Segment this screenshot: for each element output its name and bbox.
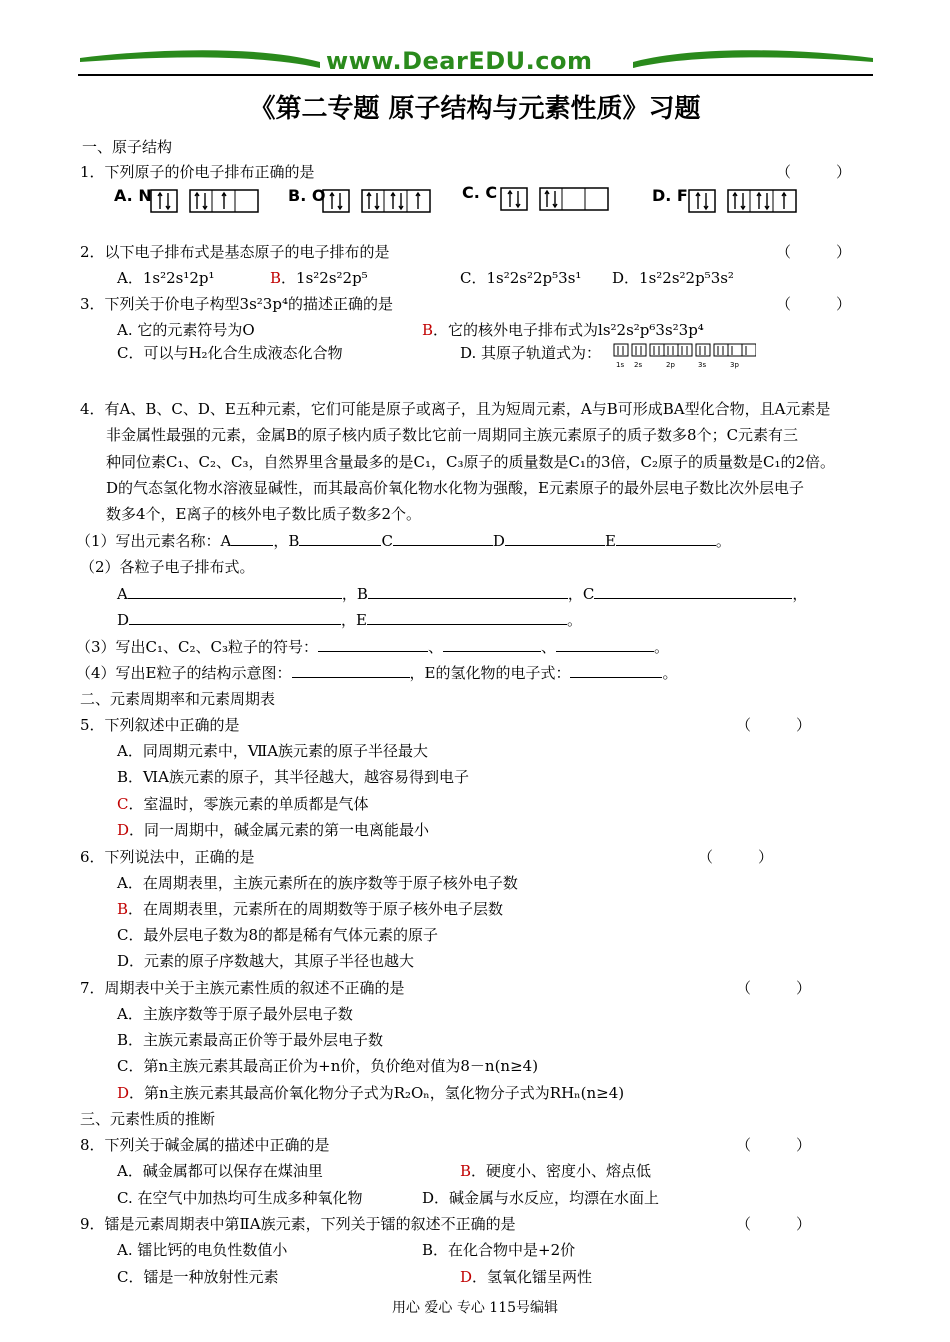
q4-config-blank-e[interactable]: [367, 610, 567, 625]
header-rule: [78, 74, 873, 76]
q4-part-1-b: B: [288, 532, 300, 550]
section-heading-1: 一、原子结构: [82, 138, 173, 156]
q4-symbol-blank-1[interactable]: [318, 637, 428, 652]
q7-answer-paren: （ ）: [736, 979, 812, 997]
q3-option-d: D. 其原子轨道式为：: [460, 344, 602, 362]
q9-option-d-letter: D: [460, 1268, 473, 1286]
q5-stem: 5．下列叙述中正确的是: [80, 716, 240, 734]
q4-blank-c[interactable]: [393, 531, 493, 546]
q4-blank-a[interactable]: [231, 531, 273, 546]
q1-option-b: [288, 186, 325, 216]
q8-option-d: D．碱金属与水反应，均漂在水面上: [422, 1189, 660, 1207]
q4-diagram-blank[interactable]: [292, 663, 410, 678]
q5-option-d: [117, 819, 429, 840]
q4-line-5: 数多4个，E离子的核外电子数比质子数多2个。: [106, 505, 422, 523]
q1-option-d-orbital-diagram-icon: [688, 188, 800, 216]
site-logo-text: www.DearEDU.com: [326, 47, 593, 75]
q1-option-d-label: D. F: [652, 186, 688, 205]
q2-option-c: C．1s²2s²2p⁵3s¹: [460, 269, 582, 287]
q4-config-blank-d[interactable]: [129, 610, 341, 625]
q5-option-a: A．同周期元素中，ⅦA族元素的原子半径最大: [117, 742, 429, 760]
q1-option-c-orbital-diagram-icon: [500, 186, 612, 214]
q2-answer-paren: （ ）: [776, 243, 852, 261]
q3-option-c: C．可以与H₂化合生成液态化合物: [117, 344, 343, 362]
q4-line-1: 4．有A、B、C、D、E五种元素，它们可能是原子或离子，且为短周元素，A与B可形成BA型化合物，且A元素是: [80, 400, 831, 418]
q4-line-4: D的气态氢化物水溶液显碱性，而其最高价氧化物水化物为强酸，E元素原子的最外层电子数比次外层电子: [106, 479, 804, 497]
q5-option-c-text: ．室温时，零族元素的单质都是气体: [128, 795, 369, 813]
section-heading-2: 二、元素周期率和元素周期表: [80, 690, 276, 708]
q3-orbital-diagram-icon: [612, 342, 756, 370]
q1-option-a-label: A. N: [114, 186, 152, 205]
q9-option-b: B．在化合物中是+2价: [422, 1241, 576, 1259]
q4-blank-d[interactable]: [505, 531, 605, 546]
q7-option-a: A．主族序数等于原子最外层电子数: [117, 1005, 353, 1023]
q9-option-d: [460, 1266, 592, 1287]
q7-option-b: B．主族元素最高正价等于最外层电子数: [117, 1031, 384, 1049]
q6-option-a: A．在周期表里，主族元素所在的族序数等于原子核外电子数: [117, 874, 518, 892]
q1-option-a-orbital-diagram-icon: [150, 188, 260, 216]
q6-option-b: [117, 898, 503, 919]
q4-part-4-label-b: ，E的氢化物的电子式：: [409, 664, 571, 682]
q4-part-4-label: （4）写出E粒子的结构示意图：: [76, 664, 292, 682]
q4-part-2-b: B: [356, 585, 368, 603]
q6-answer-paren: （ ）: [698, 848, 774, 866]
q4-part-4: （4）写出E粒子的结构示意图： ，E的氢化物的电子式： 。: [76, 664, 678, 682]
q4-line-2: 非金属性最强的元素，金属B的原子核内质子数比它前一周期同主族元素原子的质子数多8个；C元素有三: [106, 426, 799, 444]
q4-config-blank-c[interactable]: [594, 584, 792, 599]
q9-option-d-text: ．氢氧化镭呈两性: [472, 1268, 593, 1286]
q4-part-1-label: （1）写出元素名称：A: [76, 532, 232, 550]
q1-option-d: [652, 186, 688, 216]
q4-part-2-row-1: A ，B ，C ，: [117, 585, 808, 603]
q4-part-2-c: C: [582, 585, 595, 603]
q8-stem: 8．下列关于碱金属的描述中正确的是: [80, 1136, 330, 1154]
q4-part-3: （3）写出C₁、C₂、C₃粒子的符号： 、 、 。: [76, 638, 670, 656]
q4-part-2: （2）各粒子电子排布式。: [80, 558, 255, 576]
q9-option-a: A. 镭比钙的电负性数值小: [117, 1241, 288, 1259]
q1-option-c-label: C. C: [462, 183, 498, 202]
q3-stem: 3．下列关于价电子构型3s²3p⁴的描述正确的是: [80, 295, 393, 313]
q4-part-3-label: （3）写出C₁、C₂、C₃粒子的符号：: [76, 638, 319, 656]
q1-option-b-orbital-diagram-icon: [322, 188, 434, 216]
q4-part-2-e: E: [356, 611, 367, 629]
q3-answer-paren: （ ）: [776, 295, 852, 313]
q7-option-d: [117, 1082, 624, 1103]
q6-option-d: D．元素的原子序数越大，其原子半径也越大: [117, 952, 415, 970]
q4-part-1-c: C: [381, 532, 393, 550]
q4-part-1-e: E: [604, 532, 616, 550]
q7-option-c: C．第n主族元素其最高正价为+n价，负价绝对值为8－n(n≥4): [117, 1057, 539, 1075]
q1-option-c: [462, 183, 497, 213]
q4-symbol-blank-2[interactable]: [443, 637, 541, 652]
q6-option-c: C．最外层电子数为8的都是稀有气体元素的原子: [117, 926, 439, 944]
q2-option-d: D．1s²2s²2p⁵3s²: [612, 269, 734, 287]
q5-option-d-text: ．同一周期中，碱金属元素的第一电离能最小: [129, 821, 430, 839]
q4-symbol-blank-3[interactable]: [556, 637, 654, 652]
q4-line-3: 种同位素C₁、C₂、C₃，自然界里含量最多的是C₁，C₃原子的质量数是C₁的3倍，C₂原子的质量数是C₁的2倍。: [106, 453, 836, 471]
q4-config-blank-a[interactable]: [128, 584, 342, 599]
q3-option-b-letter: B: [422, 321, 434, 339]
q3-option-b: [422, 319, 704, 340]
q5-option-d-letter: D: [117, 821, 130, 839]
q6-option-b-letter: B: [117, 900, 129, 918]
q8-option-b-letter: B: [460, 1162, 472, 1180]
q9-stem: 9．镭是元素周期表中第ⅡA族元素，下列关于镭的叙述不正确的是: [80, 1215, 516, 1233]
q3-orb-label-3p: 3p: [730, 361, 739, 369]
q4-part-2-row-2: D ，E 。: [117, 611, 583, 629]
q4-electron-formula-blank[interactable]: [570, 663, 662, 678]
q1-option-b-label: B. O: [288, 186, 326, 205]
q2-option-a: A．1s²2s¹2p¹: [117, 269, 215, 287]
q4-part-2-d: D: [117, 611, 130, 629]
q4-part-1-d: D: [492, 532, 505, 550]
q8-option-b: [460, 1160, 651, 1181]
section-heading-3: 三、元素性质的推断: [80, 1110, 216, 1128]
q3-option-b-text: ．它的核外电子排布式为ls²2s²p⁶3s²3p⁴: [433, 321, 704, 339]
q7-option-d-letter: D: [117, 1084, 130, 1102]
q5-answer-paren: （ ）: [736, 716, 812, 734]
q1-stem: 1．下列原子的价电子排布正确的是: [80, 163, 315, 181]
q8-answer-paren: （ ）: [736, 1136, 812, 1154]
q5-option-c-letter: C: [117, 795, 129, 813]
q9-answer-paren: （ ）: [736, 1215, 812, 1233]
q7-stem: 7．周期表中关于主族元素性质的叙述不正确的是: [80, 979, 405, 997]
page-title: 《第二专题 原子结构与元素性质》习题: [249, 94, 701, 124]
q5-option-b: B．ⅥA族元素的原子，其半径越大，越容易得到电子: [117, 768, 469, 786]
q9-option-c: C．镭是一种放射性元素: [117, 1268, 279, 1286]
q6-stem: 6．下列说法中，正确的是: [80, 848, 255, 866]
q7-option-d-text: ．第n主族元素其最高价氧化物分子式为R₂Oₙ，氢化物分子式为RHₙ(n≥4): [129, 1084, 625, 1102]
q2-option-b: [270, 267, 368, 288]
q1-answer-paren: （ ）: [776, 163, 852, 181]
q3-option-a: A. 它的元素符号为O: [117, 321, 255, 339]
q2-stem: 2．以下电子排布式是基态原子的电子排布的是: [80, 243, 390, 261]
q8-option-a: A．碱金属都可以保存在煤油里: [117, 1162, 323, 1180]
q8-option-c: C. 在空气中加热均可生成多种氧化物: [117, 1189, 363, 1207]
q4-blank-e[interactable]: [616, 531, 716, 546]
q2-option-b-letter: B: [270, 269, 282, 287]
q1-option-a: [114, 186, 152, 216]
q4-config-blank-b[interactable]: [368, 584, 568, 599]
page-footer: 用心 爱心 专心 115号编辑: [391, 1300, 559, 1316]
q3-orb-label-1s: 1s: [616, 361, 625, 369]
q3-orb-label-2s: 2s: [634, 361, 643, 369]
q3-orb-label-3s: 3s: [698, 361, 707, 369]
q4-blank-b[interactable]: [299, 531, 381, 546]
q3-orb-label-2p: 2p: [666, 361, 675, 369]
q4-part-1: （1）写出元素名称：A ，B C D E 。: [76, 532, 731, 550]
q8-option-b-text: ．硬度小、密度小、熔点低: [471, 1162, 652, 1180]
q4-part-2-a: A: [117, 585, 128, 603]
q6-option-b-text: ．在周期表里，元素所在的周期数等于原子核外电子层数: [128, 900, 504, 918]
q5-option-c: [117, 793, 369, 814]
q2-option-b-text: ．1s²2s²2p⁵: [281, 269, 368, 287]
